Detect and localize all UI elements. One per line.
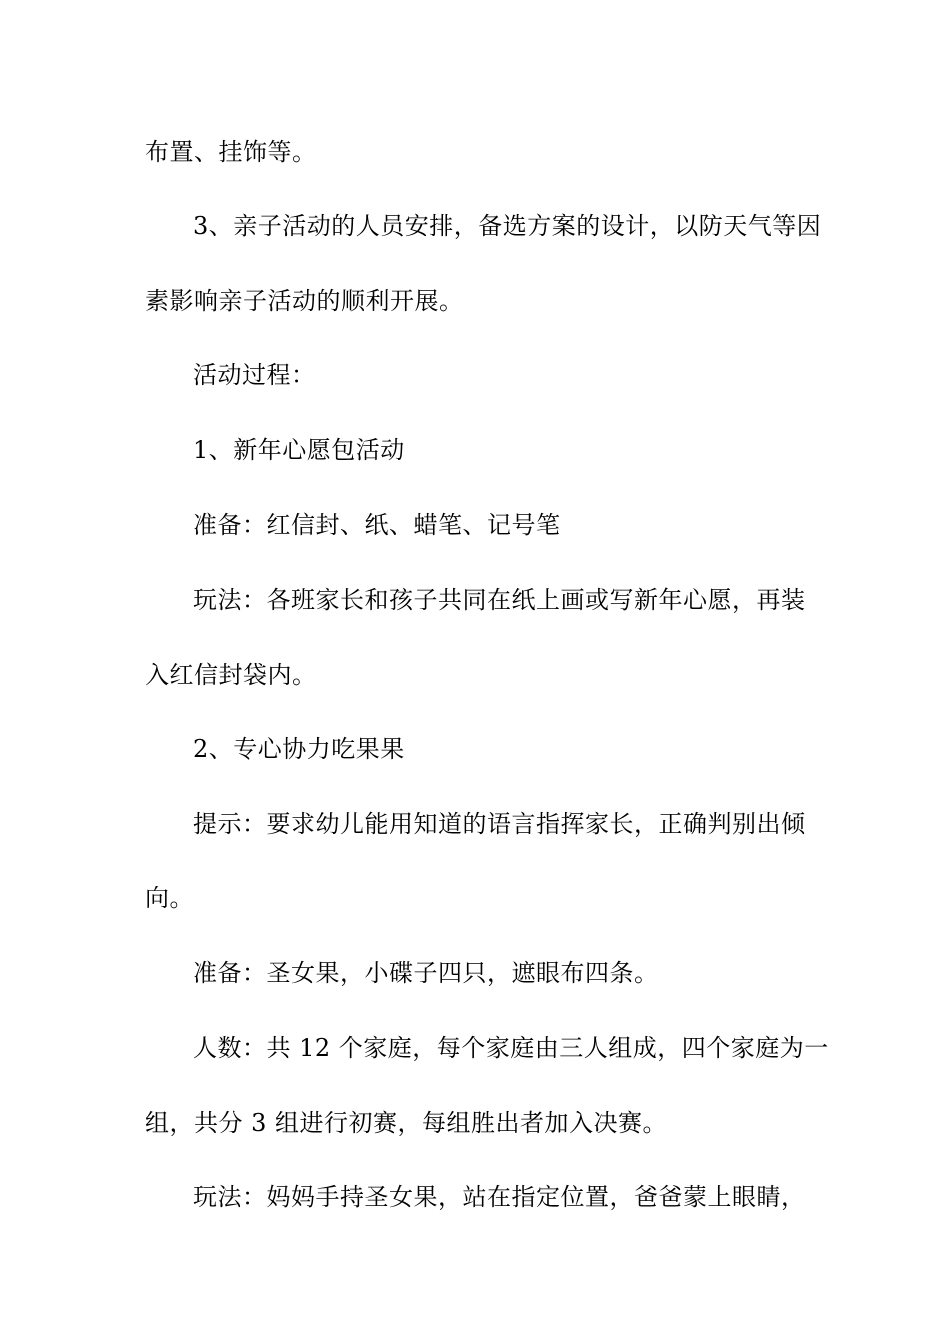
- text-line: 向。: [145, 884, 194, 912]
- text-line: 组，共分 3 组进行初赛，每组胜出者加入决赛。: [145, 1109, 668, 1137]
- text-line: 活动过程：: [193, 361, 316, 389]
- text-line: 准备：红信封、纸、蜡笔、记号笔: [193, 511, 561, 539]
- text-line: 3、亲子活动的人员安排，备选方案的设计，以防天气等因: [193, 212, 822, 240]
- text-line: 1、新年心愿包活动: [193, 436, 405, 464]
- text-line: 入红信封袋内。: [145, 661, 317, 689]
- text-line: 玩法：各班家长和孩子共同在纸上画或写新年心愿，再装: [193, 586, 806, 614]
- text-line: 提示：要求幼儿能用知道的语言指挥家长，正确判别出倾: [193, 810, 806, 838]
- text-line: 2、专心协力吃果果: [193, 735, 405, 763]
- text-line: 布置、挂饰等。: [145, 138, 317, 166]
- text-line: 准备：圣女果，小碟子四只，遮眼布四条。: [193, 959, 659, 987]
- text-line: 玩法：妈妈手持圣女果，站在指定位置，爸爸蒙上眼睛，: [193, 1183, 806, 1211]
- text-line: 人数：共 12 个家庭，每个家庭由三人组成，四个家庭为一: [193, 1034, 829, 1062]
- text-line: 素影响亲子活动的顺利开展。: [145, 287, 464, 315]
